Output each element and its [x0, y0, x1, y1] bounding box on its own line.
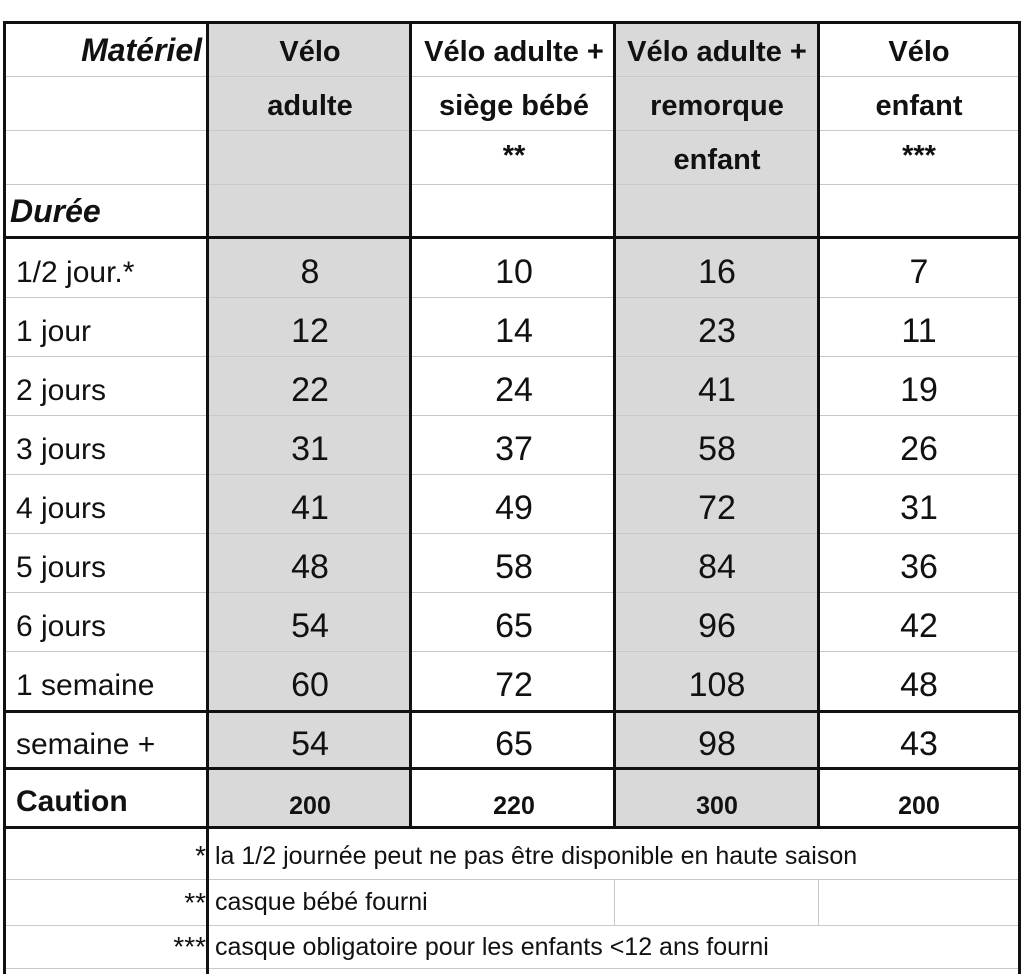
- table-cell: 72: [698, 489, 736, 527]
- column-header-siege-bebe-line2: siège bébé: [439, 89, 589, 122]
- table-cell: 26: [900, 430, 938, 468]
- table-cell: 72: [495, 666, 533, 704]
- footnote-text: casque obligatoire pour les enfants <12 ans fourni: [215, 932, 769, 961]
- table-cell: 65: [495, 607, 533, 645]
- table-cell: 16: [698, 253, 736, 291]
- row-label: 2 jours: [16, 373, 107, 407]
- column-header-velo-adulte-line2: adulte: [267, 89, 353, 122]
- table-cell: 48: [291, 548, 329, 586]
- table-cell: 7: [909, 253, 929, 291]
- caution-value: 220: [493, 791, 535, 820]
- footnote-mark: **: [184, 886, 206, 918]
- row-label: 5 jours: [16, 550, 107, 584]
- table-cell: 41: [291, 489, 329, 527]
- gridline: [818, 879, 819, 925]
- row-label: 1 semaine: [16, 668, 155, 702]
- row-label: semaine +: [16, 727, 156, 761]
- table-cell: 43: [900, 725, 938, 763]
- table-cell: 108: [688, 666, 746, 704]
- table-cell: 31: [900, 489, 938, 527]
- table-border: [3, 236, 1021, 239]
- table-cell: 54: [291, 725, 329, 763]
- footnote-text: casque bébé fourni: [215, 888, 428, 916]
- table-cell: 22: [291, 371, 329, 409]
- column-header-velo-enfant-line1: Vélo: [888, 35, 950, 68]
- table-cell: 10: [495, 253, 533, 291]
- table-cell: 84: [698, 548, 736, 586]
- column-header-remorque-line2: remorque: [650, 89, 784, 122]
- caution-value: 300: [696, 791, 738, 820]
- table-cell: 14: [495, 312, 533, 350]
- table-cell: 58: [698, 430, 736, 468]
- column-header-velo-enfant-line3: ***: [902, 139, 936, 172]
- footnote-text: la 1/2 journée peut ne pas être disponible en haute saison: [215, 841, 858, 870]
- table-cell: 41: [698, 371, 736, 409]
- column-header-siege-bebe-line3: **: [502, 139, 526, 172]
- column-header-remorque-line3: enfant: [673, 143, 761, 176]
- footnote-mark: ***: [173, 931, 206, 962]
- duree-label: Durée: [10, 192, 101, 229]
- table-cell: 12: [291, 312, 329, 350]
- table-cell: 58: [495, 548, 533, 586]
- column-header-velo-enfant-line2: enfant: [875, 89, 963, 122]
- table-cell: 60: [291, 666, 329, 704]
- table-cell: 19: [900, 371, 938, 409]
- table-cell: 65: [495, 725, 533, 763]
- column-header-siege-bebe-line1: Vélo adulte +: [424, 35, 604, 68]
- table-cell: 96: [698, 607, 736, 645]
- table-cell: 42: [900, 607, 938, 645]
- table-cell: 11: [901, 312, 937, 350]
- table-cell: 36: [900, 548, 938, 586]
- table-cell: 37: [495, 430, 533, 468]
- table-cell: 24: [495, 371, 533, 409]
- gridline: [4, 184, 1020, 185]
- materiel-label: Matériel: [81, 31, 202, 68]
- table-cell: 8: [300, 253, 320, 291]
- column-header-remorque-line1: Vélo adulte +: [627, 35, 807, 68]
- row-label: 1/2 jour.*: [16, 255, 135, 289]
- column-header-velo-adulte-line1: Vélo: [279, 35, 341, 68]
- row-label: 4 jours: [16, 491, 107, 525]
- row-label: 1 jour: [16, 314, 92, 348]
- row-label: 6 jours: [16, 609, 107, 643]
- table-cell: 98: [698, 725, 736, 763]
- table-cell: 31: [291, 430, 329, 468]
- table-cell: 49: [495, 489, 533, 527]
- table-cell: 48: [900, 666, 938, 704]
- caution-value: 200: [898, 791, 940, 820]
- caution-label: Caution: [16, 785, 128, 818]
- footnote-mark: *: [195, 840, 206, 871]
- caution-value: 200: [289, 791, 331, 820]
- row-label: 3 jours: [16, 432, 107, 466]
- gridline: [4, 968, 1020, 969]
- table-cell: 23: [698, 312, 736, 350]
- table-cell: 54: [291, 607, 329, 645]
